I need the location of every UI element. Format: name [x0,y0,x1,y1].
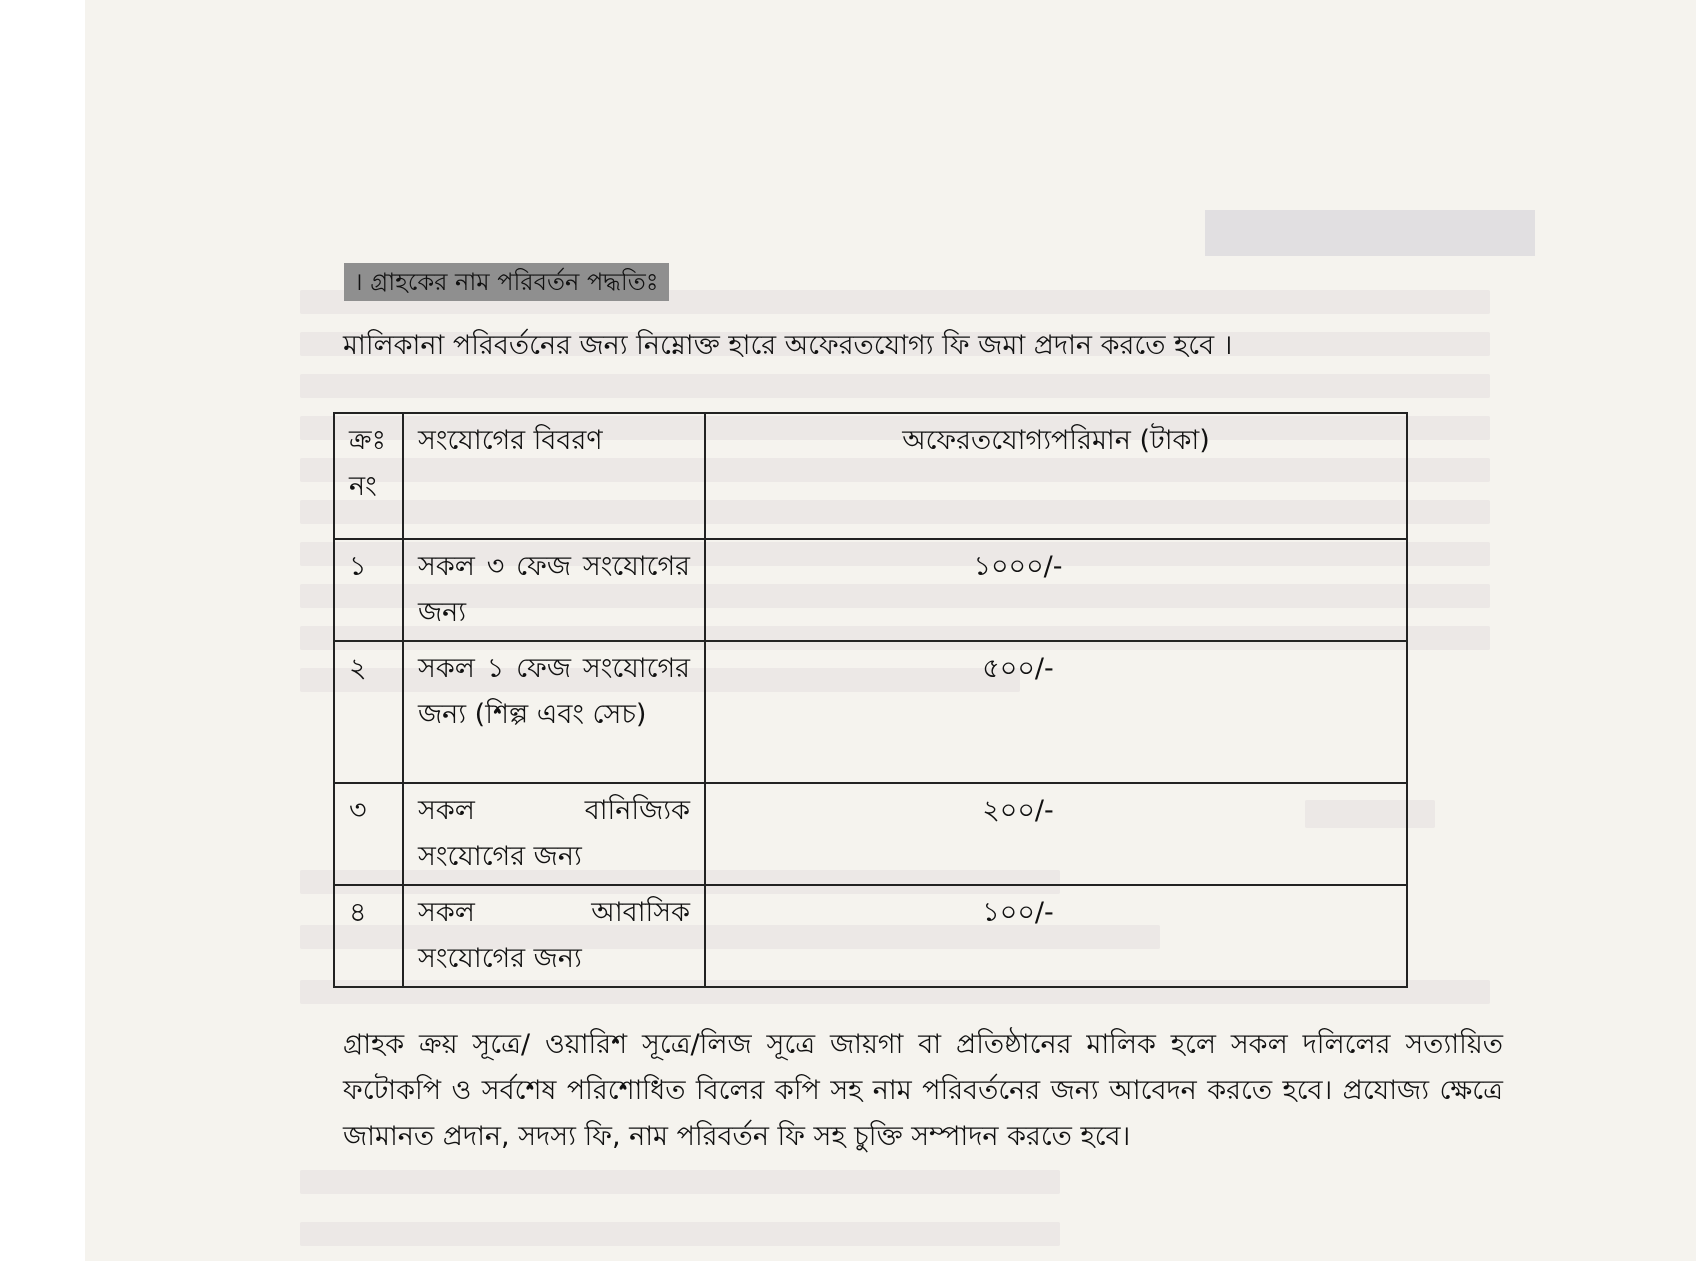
table-row [334,539,1407,641]
closing-paragraph: গ্রাহক ক্রয় সূত্রে/ ওয়ারিশ সূত্রে/লিজ সূত্রে জায়গা বা প্রতিষ্ঠানের মালিক হলে সকল দলিলের সত্যায়িত ফটোকপি ও সর্বশেষ পরিশোধিত বিলের কপি সহ নাম পরিবর্তনের জন্য আবেদন করতে হবে। প্রযোজ্য ক্ষেত্রে জামানত প্রদান, সদস্য ফি, নাম পরিবর্তন ফি সহ চুক্তি সম্পাদন করতে হবে। [343,1029,1503,1152]
table-header-row [334,413,1407,539]
table-row [334,641,1407,783]
row-serial: ৪ [334,885,403,987]
row-amount: ২০০/- [705,783,1407,885]
header-amount: অফেরতযোগ্যপরিমান (টাকা) [705,413,1407,539]
section-heading: । গ্রাহকের নাম পরিবর্তন পদ্ধতিঃ [344,263,669,301]
bleed-through-line [300,374,1490,398]
bleed-through-line [300,1170,1060,1194]
table-row [334,885,1407,987]
row-serial: ২ [334,641,403,783]
row-amount: ১০০/- [705,885,1407,987]
row-description: সকল ১ ফেজ সংযোগের জন্য (শিল্প এবং সেচ) [403,641,705,783]
row-serial: ১ [334,539,403,641]
intro-paragraph: মালিকানা পরিবর্তনের জন্য নিম্নোক্ত হারে অফেরতযোগ্য ফি জমা প্রদান করতে হবে । [343,330,1233,361]
bleed-through-line [300,1222,1060,1246]
header-description: সংযোগের বিবরণ [403,413,705,539]
table-row [334,783,1407,885]
row-description: সকল ৩ ফেজ সংযোগের জন্য [403,539,705,641]
row-amount: ১০০০/- [705,539,1407,641]
row-serial: ৩ [334,783,403,885]
fee-table [333,412,1408,988]
row-description: সকল বানিজ্যিক সংযোগের জন্য [403,783,705,885]
row-amount: ৫০০/- [705,641,1407,783]
header-serial: ক্রঃ নং [334,413,403,539]
bleed-through-heading [1205,210,1535,256]
page-margin [0,0,85,1261]
row-description: সকল আবাসিক সংযোগের জন্য [403,885,705,987]
